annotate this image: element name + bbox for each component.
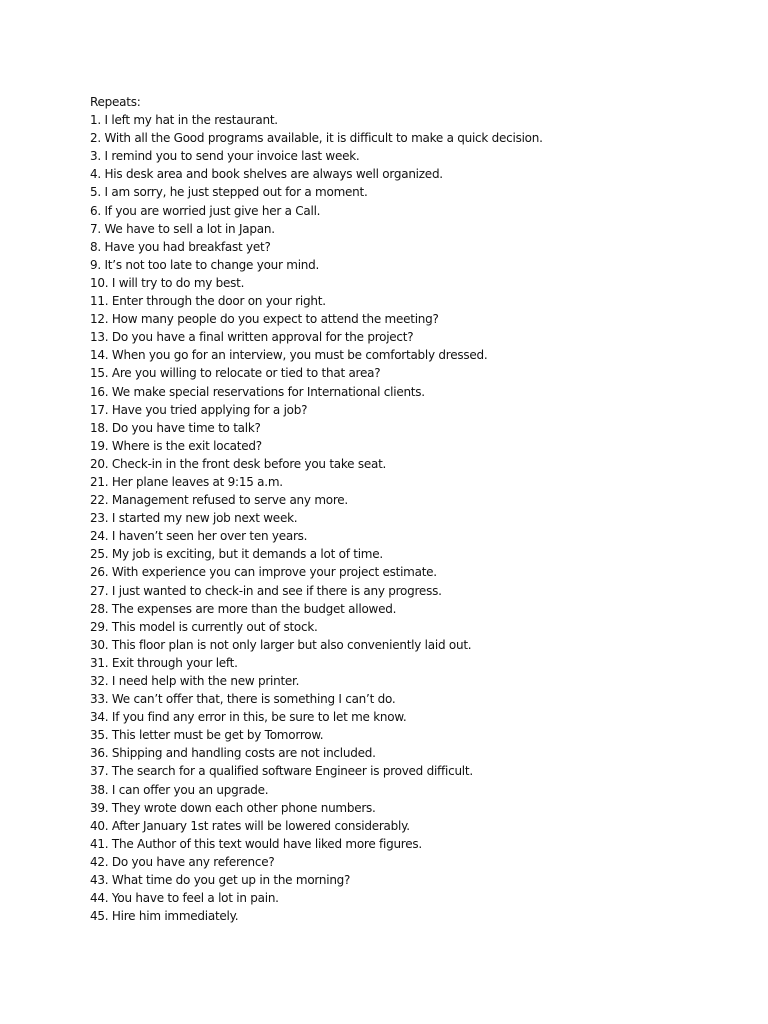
sentence-line: 39. They wrote down each other phone numbers. [90, 800, 376, 815]
sentence-line: 14. When you go for an interview, you must be comfortably dressed. [90, 348, 488, 363]
sentence-line: 2. With all the Good programs available, it is difficult to make a quick decision. [90, 131, 543, 146]
sentence-line: 17. Have you tried applying for a job? [90, 402, 308, 417]
sentence-line: 37. The search for a qualified software Engineer is proved difficult. [90, 764, 473, 779]
sentence-line: 44. You have to feel a lot in pain. [90, 891, 279, 906]
sentence-line: 5. I am sorry, he just stepped out for a moment. [90, 185, 368, 200]
sentence-line: 12. How many people do you expect to attend the meeting? [90, 312, 439, 327]
sentence-line: 1. I left my hat in the restaurant. [90, 113, 278, 128]
sentence-line: 38. I can offer you an upgrade. [90, 782, 269, 797]
sentence-line: 29. This model is currently out of stock. [90, 619, 318, 634]
sentence-line: 16. We make special reservations for International clients. [90, 384, 425, 399]
sentence-line: 35. This letter must be get by Tomorrow. [90, 728, 324, 743]
sentence-line: 20. Check-in in the front desk before you take seat. [90, 456, 387, 471]
sentence-line: 40. After January 1st rates will be lowered considerably. [90, 818, 410, 833]
sentence-line: 30. This floor plan is not only larger but also conveniently laid out. [90, 637, 472, 652]
sentence-line: 11. Enter through the door on your right. [90, 294, 326, 309]
sentence-line: 10. I will try to do my best. [90, 275, 245, 290]
sentence-line: 26. With experience you can improve your project estimate. [90, 565, 437, 580]
sentence-line: 45. Hire him immediately. [90, 909, 239, 924]
sentence-line: 21. Her plane leaves at 9:15 a.m. [90, 474, 283, 489]
sentence-line: 13. Do you have a final written approval for the project? [90, 330, 414, 345]
sentence-line: 22. Management refused to serve any more. [90, 493, 348, 508]
sentence-line: 15. Are you willing to relocate or tied to that area? [90, 366, 381, 381]
sentence-line: 9. It’s not too late to change your mind. [90, 257, 320, 272]
sentence-line: 33. We can’t offer that, there is something I can’t do. [90, 692, 396, 707]
sentence-list [90, 111, 730, 925]
sentence-line: 19. Where is the exit located? [90, 438, 262, 453]
sentence-line: 3. I remind you to send your invoice last week. [90, 149, 360, 164]
sentence-line: 4. His desk area and book shelves are always well organized. [90, 167, 443, 182]
sentence-line: 7. We have to sell a lot in Japan. [90, 221, 275, 236]
sentence-line: 34. If you find any error in this, be sure to let me know. [90, 710, 407, 725]
page-heading: Repeats: [90, 95, 141, 109]
sentence-line: 25. My job is exciting, but it demands a lot of time. [90, 547, 383, 562]
sentence-line: 32. I need help with the new printer. [90, 674, 300, 688]
sentence-line: 43. What time do you get up in the morning? [90, 873, 351, 888]
sentence-line: 36. Shipping and handling costs are not included. [90, 746, 376, 761]
sentence-line: 18. Do you have time to talk? [90, 420, 261, 435]
sentence-line: 24. I haven’t seen her over ten years. [90, 529, 308, 544]
sentence-line: 42. Do you have any reference? [90, 854, 275, 869]
sentence-line: 41. The Author of this text would have liked more figures. [90, 836, 422, 851]
sentence-line: 28. The expenses are more than the budget allowed. [90, 601, 397, 616]
document-page [90, 93, 730, 925]
sentence-line: 6. If you are worried just give her a Call. [90, 203, 321, 218]
sentence-line: 31. Exit through your left. [90, 655, 238, 670]
sentence-line: 23. I started my new job next week. [90, 511, 298, 526]
sentence-line: 27. I just wanted to check-in and see if there is any progress. [90, 583, 442, 598]
sentence-line: 8. Have you had breakfast yet? [90, 239, 271, 254]
